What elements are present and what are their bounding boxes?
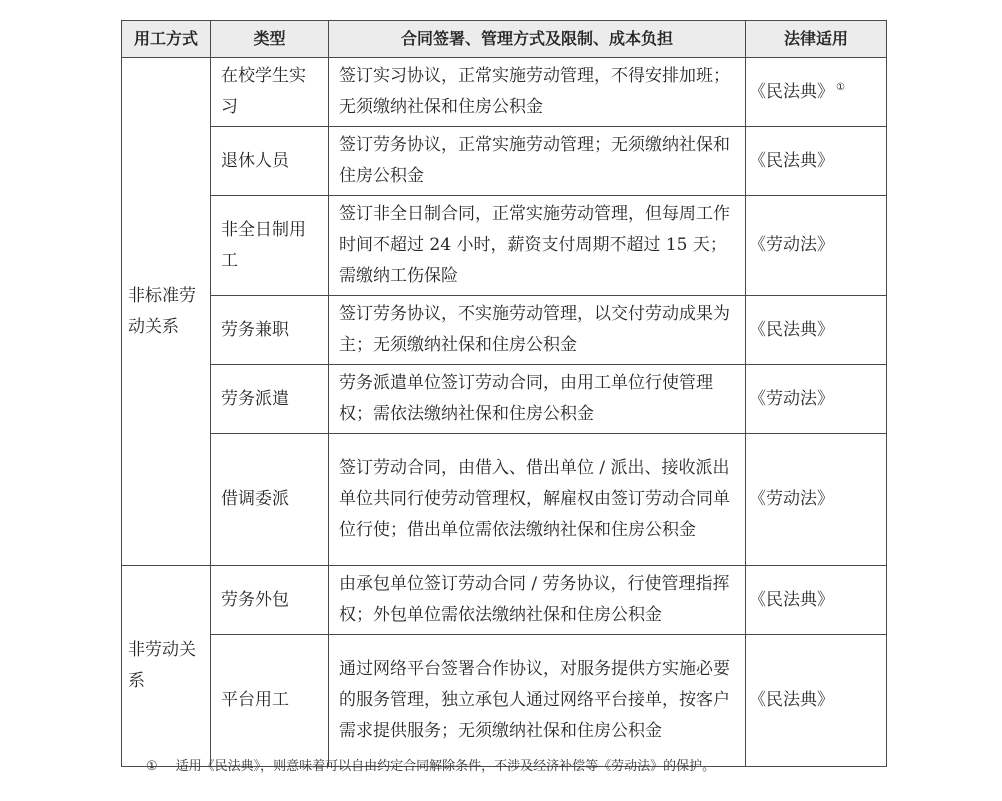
law-cell [746, 434, 887, 566]
content-cell: 签订劳务协议，正常实施劳动管理；无须缴纳社保和住房公积金 [329, 127, 746, 196]
content-cell: 劳务派遣单位签订劳动合同，由用工单位行使管理权；需依法缴纳社保和住房公积金 [329, 365, 746, 434]
table-row [122, 196, 887, 296]
law-cell [746, 196, 887, 296]
mode-cell-nonstandard: 非标准劳动关系 [122, 58, 211, 566]
table-row [122, 127, 887, 196]
type-cell: 劳务外包 [211, 566, 329, 635]
law-cell [746, 127, 887, 196]
law-text: 《民法典》 [749, 589, 834, 610]
law-text: 《民法典》 [749, 690, 834, 710]
law-text: 《民法典》 [749, 150, 834, 171]
content-cell: 通过网络平台签署合作协议，对服务提供方实施必要的服务管理，独立承包人通过网络平台接单，按客户需求提供服务；无须缴纳社保和住房公积金 [329, 635, 746, 767]
law-text: 《民法典》 [749, 319, 834, 340]
table-row [122, 365, 887, 434]
footnote [146, 758, 715, 776]
employment-mode-table [121, 20, 887, 767]
law-cell [746, 635, 887, 767]
table-row [122, 566, 887, 635]
table-row [122, 58, 887, 127]
content-cell: 签订实习协议，正常实施劳动管理，不得安排加班；无须缴纳社保和住房公积金 [329, 58, 746, 127]
law-text: 《劳动法》 [749, 388, 834, 409]
type-cell: 平台用工 [211, 635, 329, 767]
content-cell: 签订劳务协议，不实施劳动管理，以交付劳动成果为主；无须缴纳社保和住房公积金 [329, 296, 746, 365]
content-cell: 签订劳动合同，由借入、借出单位 / 派出、接收派出单位共同行使劳动管理权，解雇权由签订劳动合同单位行使；借出单位需依法缴纳社保和住房公积金 [329, 434, 746, 566]
table-row [122, 434, 887, 566]
table-row [122, 635, 887, 767]
type-cell: 借调委派 [211, 434, 329, 566]
table-header-row [122, 21, 887, 58]
law-cell [746, 566, 887, 635]
type-cell: 退休人员 [211, 127, 329, 196]
footnote-mark: ① [836, 81, 845, 93]
law-cell [746, 365, 887, 434]
header-law: 法律适用 [746, 21, 887, 58]
type-cell: 劳务兼职 [211, 296, 329, 365]
law-text: 《劳动法》 [749, 489, 834, 509]
type-cell: 非全日制用工 [211, 196, 329, 296]
header-content: 合同签署、管理方式及限制、成本负担 [329, 21, 746, 58]
law-text: 《民法典》 [749, 81, 834, 102]
content-cell: 签订非全日制合同，正常实施劳动管理，但每周工作时间不超过 24 小时，薪资支付周期不超过 15 天；需缴纳工伤保险 [329, 196, 746, 296]
header-type: 类型 [211, 21, 329, 58]
type-cell: 在校学生实习 [211, 58, 329, 127]
law-text: 《劳动法》 [749, 235, 834, 255]
law-cell [746, 58, 887, 127]
header-mode: 用工方式 [122, 21, 211, 58]
mode-cell-nonlabor: 非劳动关系 [122, 566, 211, 767]
content-cell: 由承包单位签订劳动合同 / 劳务协议，行使管理指挥权；外包单位需依法缴纳社保和住房公积金 [329, 566, 746, 635]
footnote-text: 适用《民法典》，则意味着可以自由约定合同解除条件，不涉及经济补偿等《劳动法》的保护。 [175, 759, 716, 774]
type-cell: 劳务派遣 [211, 365, 329, 434]
table-row [122, 296, 887, 365]
footnote-number: ① [146, 759, 158, 774]
law-cell [746, 296, 887, 365]
